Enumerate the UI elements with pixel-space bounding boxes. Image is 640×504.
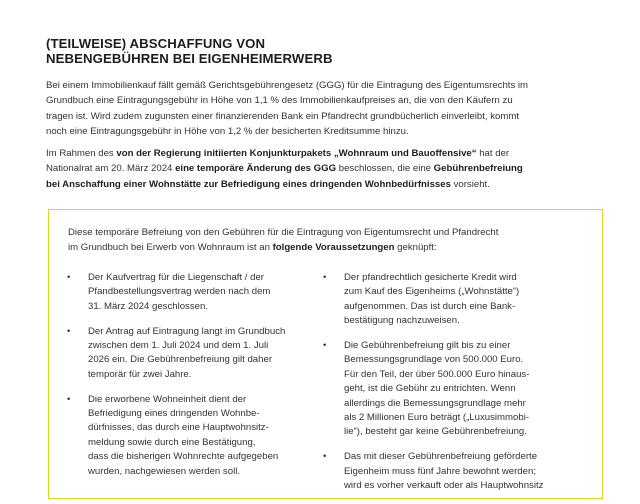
requirement-item: [66, 393, 296, 479]
section-heading: [46, 36, 586, 66]
item-line: Die Gebührenbefreiung gilt bis zu einer: [344, 340, 511, 352]
requirement-item: [66, 271, 296, 314]
item-line: als 2 Millionen Euro beträgt („Luxusimmobi-: [344, 412, 530, 424]
requirements-column-right: [322, 271, 552, 504]
item-line: Das mit dieser Gebührenbefreiung geförderte: [344, 451, 538, 463]
item-line: Die erworbene Wohneinheit dient der: [88, 393, 247, 405]
item-line: 31. März 2024 geschlossen.: [88, 300, 208, 312]
item-line: Für den Teil, der über 500.000 Euro hinaus-: [344, 368, 530, 380]
intro-line: Diese temporäre Befreiung von den Gebühren für die Eintragung von Eigentumsrecht und Pfandrecht: [68, 227, 499, 238]
item-line: dass die bisherigen Wohnrechte aufgegeben: [88, 451, 279, 463]
item-line: wird es vorher verkauft oder als Hauptwohnsitz: [344, 480, 544, 492]
requirements-intro: [68, 225, 598, 255]
item-line: Bemessungsgrundlage von 500.000 Euro.: [344, 354, 524, 366]
paragraph-line: tragen ist. Wird zudem zugunsten einer finanzierenden Bank ein Pfandrecht grundbücherlich einverleibt, kommt: [46, 110, 520, 122]
paragraph-line: Grundbuch eine Eintragungsgebühr in Höhe von 1,1 % des Immobilienkaufpreises an, die von den Käufern zu: [46, 95, 513, 107]
paragraph-line: [46, 161, 606, 176]
requirements-column-left: [66, 271, 296, 489]
item-line: Der Kaufvertrag für die Liegenschaft / der: [88, 272, 264, 283]
text-run: beschlossen, die eine: [336, 163, 434, 175]
item-line: bestätigung nachzuweisen.: [344, 315, 460, 327]
item-line: meldung sowie durch eine Bestätigung,: [88, 436, 256, 448]
text-run: geknüpft:: [394, 242, 437, 254]
bullet-icon: •: [67, 272, 71, 283]
item-line: Der Antrag auf Eintragung langt im Grundbuch: [88, 325, 286, 337]
requirement-item: [322, 450, 552, 493]
bold-run: folgende Voraussetzungen: [272, 242, 395, 254]
requirement-item: [322, 339, 552, 440]
item-line: Pfandbestellungsvertrag werden nach dem: [88, 286, 271, 298]
intro-line: [68, 240, 598, 255]
text-run: vorsieht.: [450, 178, 490, 190]
bullet-icon: •: [323, 340, 327, 352]
intro-paragraph: [46, 78, 606, 139]
item-line: temporär für zwei Jahre.: [88, 368, 192, 380]
item-line: zum Kauf des Eigenheims („Wohnstätte“): [344, 286, 520, 298]
paragraph-line: [46, 177, 606, 192]
text-run: im Grundbuch bei Erwerb von Wohnraum ist an: [68, 242, 273, 254]
item-line: Eigenheim muss fünf Jahre bewohnt werden;: [344, 465, 536, 477]
bold-run: eine temporäre Änderung des GGG: [175, 163, 337, 175]
bold-run: von der Regierung initiierten Konjunkturpakets „Wohnraum und Bauoffensive“: [116, 148, 477, 159]
text-run: Im Rahmen des: [46, 148, 117, 159]
item-line: aufgenommen. Das ist durch eine Bank-: [344, 300, 516, 312]
heading-line: NEBENGEBÜHREN BEI EIGENHEIMERWERB: [46, 51, 333, 66]
item-line: geht, ist die Gebühr zu entrichten. Wenn: [344, 383, 516, 395]
bullet-icon: •: [323, 272, 327, 283]
bold-run: Gebührenbefreiung: [433, 163, 523, 175]
paragraph-line: noch eine Eintragungsgebühr in Höhe von 1,2 % der besicherten Kreditsumme hinzu.: [46, 125, 409, 137]
policy-paragraph: [46, 146, 606, 192]
item-line: 2026 ein. Die Gebührenbefreiung gilt daher: [88, 354, 273, 366]
heading-line: (TEILWEISE) ABSCHAFFUNG VON: [46, 36, 266, 51]
bullet-icon: •: [67, 325, 71, 337]
item-line: dürfnisses, das durch eine Hauptwohnsitz-: [88, 422, 269, 434]
requirement-item: [322, 271, 552, 329]
item-line: Befriedigung eines dringenden Wohnbe-: [88, 408, 260, 420]
bullet-icon: •: [67, 393, 71, 405]
text-run: Nationalrat am 20. März 2024: [46, 163, 176, 175]
bold-run: bei Anschaffung einer Wohnstätte zur Befriedigung eines dringenden Wohnbedürfnisses: [46, 178, 451, 190]
requirement-item: [66, 325, 296, 383]
item-line: wurden, nachgewiesen werden soll.: [88, 465, 240, 477]
text-run: hat der: [476, 148, 510, 159]
item-line: zwischen dem 1. Juli 2024 und dem 1. Juli: [88, 340, 269, 352]
paragraph-line: [46, 146, 606, 161]
paragraph-line: Bei einem Immobilienkauf fällt gemäß Gerichtsgebührengesetz (GGG) für die Eintragung des Eigentumsrechts im: [46, 80, 529, 91]
item-line: lie“), besteht gar keine Gebührenbefreiung.: [344, 426, 527, 438]
item-line: allerdings die Bemessungsgrundlage mehr: [344, 397, 526, 409]
bullet-icon: •: [323, 451, 327, 463]
item-line: Der pfandrechtlich gesicherte Kredit wird: [344, 272, 517, 283]
